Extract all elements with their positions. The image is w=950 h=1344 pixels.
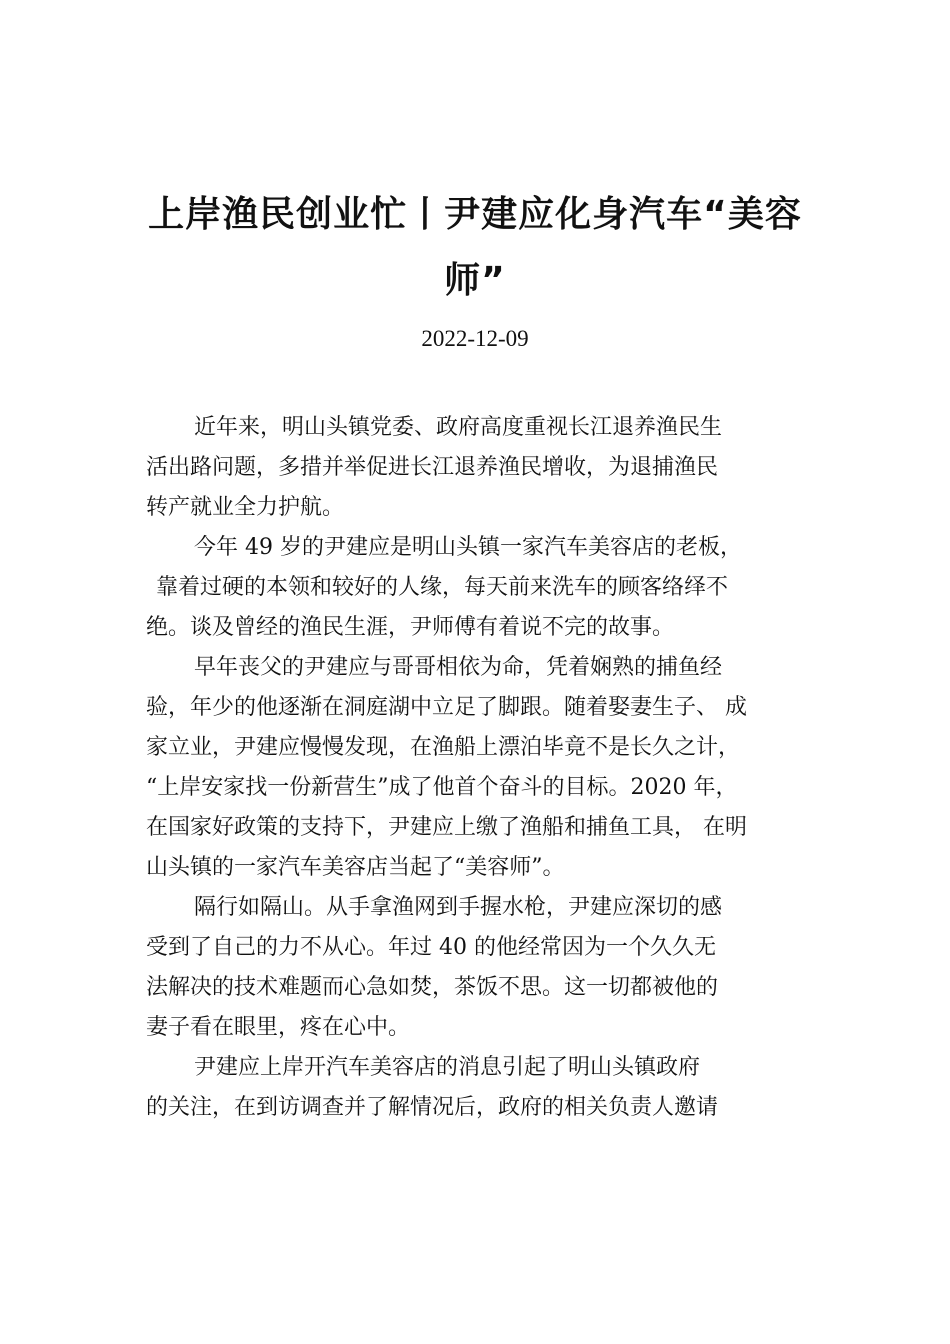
body-line: 隔行如隔山。从手拿渔网到手握水枪，尹建应深切的感 — [194, 895, 723, 920]
body-line: 受到了自己的力不从心。年过 40 的他经常因为一个久久无 — [146, 935, 716, 960]
body-line: 妻子看在眼里，疼在心中。 — [146, 1015, 411, 1040]
body-line: “上岸安家找一份新营生”成了他首个奋斗的目标。2020 年， — [146, 775, 738, 800]
body-line: 近年来，明山头镇党委、政府高度重视长江退养渔民生 — [194, 415, 723, 440]
body-line: 活出路问题，多措并举促进长江退养渔民增收，为退捕渔民 — [146, 455, 719, 480]
body-line: 尹建应上岸开汽车美容店的消息引起了明山头镇政府 — [194, 1055, 701, 1080]
body-line: 靠着过硬的本领和较好的人缘，每天前来洗车的顾客络绎不 — [156, 575, 729, 600]
body-line: 的关注，在到访调查并了解情况后，政府的相关负责人邀请 — [146, 1095, 719, 1120]
body-line: 验，年少的他逐渐在洞庭湖中立足了脚跟。随着娶妻生子、 成 — [146, 695, 747, 720]
body-line: 早年丧父的尹建应与哥哥相依为命，凭着娴熟的捕鱼经 — [194, 655, 723, 680]
body-line: 法解决的技术难题而心急如焚，茶饭不思。这一切都被他的 — [146, 975, 719, 1000]
body-line: 今年 49 岁的尹建应是明山头镇一家汽车美容店的老板， — [194, 535, 742, 560]
body-line: 山头镇的一家汽车美容店当起了“美容师”。 — [146, 855, 565, 880]
body-line: 转产就业全力护航。 — [146, 495, 345, 520]
article-date: 2022-12-09 — [421, 326, 529, 351]
body-line: 绝。谈及曾经的渔民生涯，尹师傅有着说不完的故事。 — [146, 615, 675, 640]
body-line: 家立业，尹建应慢慢发现，在渔船上漂泊毕竟不是长久之计， — [146, 735, 741, 760]
article-title-line-2: 师” — [444, 260, 506, 301]
body-line: 在国家好政策的支持下，尹建应上缴了渔船和捕鱼工具， 在明 — [146, 815, 747, 840]
article-title-line-1: 上岸渔民创业忙丨尹建应化身汽车“美容 — [148, 194, 802, 235]
